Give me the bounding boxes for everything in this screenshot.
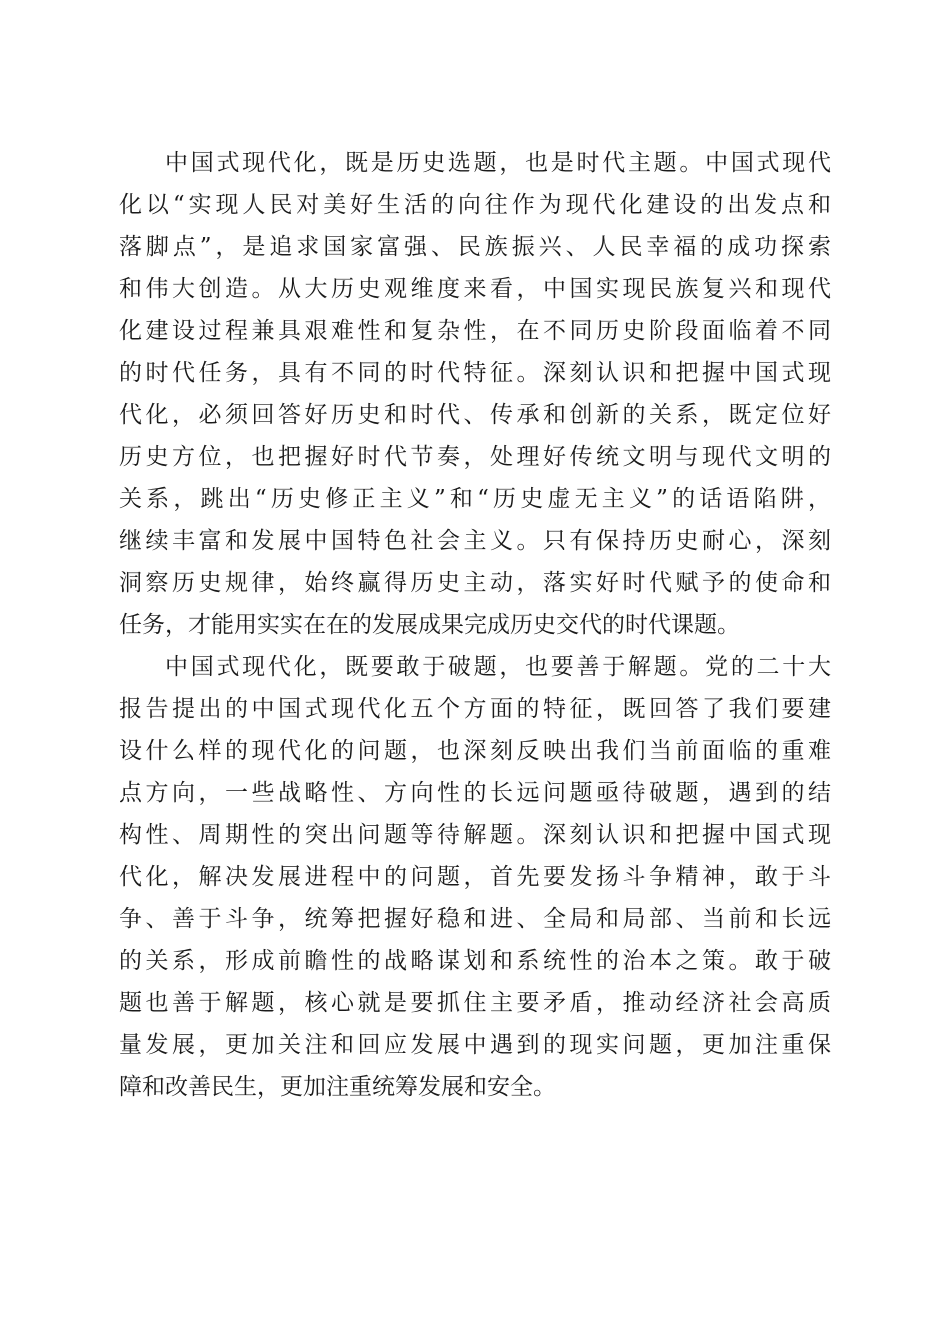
paragraph-1 <box>119 142 831 646</box>
paragraph-line: 障和改善民生，更加注重统筹发展和安全。 <box>119 1074 556 1100</box>
paragraph-line: 化以“实现人民对美好生活的向往作为现代化建设的出发点和 <box>119 192 831 218</box>
paragraph-line: 报告提出的中国式现代化五个方面的特征，既回答了我们要建 <box>119 696 831 722</box>
paragraph-2 <box>119 646 831 1108</box>
paragraph-line: 构性、周期性的突出问题等待解题。深刻认识和把握中国式现 <box>119 822 831 848</box>
paragraph-line: 点方向，一些战略性、方向性的长远问题亟待破题，遇到的结 <box>119 780 831 806</box>
paragraph-line: 争、善于斗争，统筹把握好稳和进、全局和局部、当前和长远 <box>119 906 831 932</box>
paragraph-line: 的关系，形成前瞻性的战略谋划和系统性的治本之策。敢于破 <box>119 948 831 974</box>
paragraph-line: 中国式现代化，既要敢于破题，也要善于解题。党的二十大 <box>165 654 831 680</box>
paragraph-line: 设什么样的现代化的问题，也深刻反映出我们当前面临的重难 <box>119 738 831 764</box>
paragraph-line: 中国式现代化，既是历史选题，也是时代主题。中国式现代 <box>165 150 831 176</box>
paragraph-line: 任务，才能用实实在在的发展成果完成历史交代的时代课题。 <box>119 612 740 638</box>
paragraph-line: 的时代任务，具有不同的时代特征。深刻认识和把握中国式现 <box>119 360 831 386</box>
paragraph-line: 和伟大创造。从大历史观维度来看，中国实现民族复兴和现代 <box>119 276 831 302</box>
paragraph-line: 洞察历史规律，始终赢得历史主动，落实好时代赋予的使命和 <box>119 570 831 596</box>
paragraph-line: 量发展，更加关注和回应发展中遇到的现实问题，更加注重保 <box>119 1032 831 1058</box>
paragraph-line: 代化，解决发展进程中的问题，首先要发扬斗争精神，敢于斗 <box>119 864 831 890</box>
paragraph-line: 关系，跳出“历史修正主义”和“历史虚无主义”的话语陷阱， <box>119 486 831 512</box>
paragraph-line: 题也善于解题，核心就是要抓住主要矛盾，推动经济社会高质 <box>119 990 831 1016</box>
paragraph-line: 继续丰富和发展中国特色社会主义。只有保持历史耐心，深刻 <box>119 528 831 554</box>
paragraph-line: 化建设过程兼具艰难性和复杂性，在不同历史阶段面临着不同 <box>119 318 831 344</box>
paragraph-line: 落脚点”，是追求国家富强、民族振兴、人民幸福的成功探索 <box>119 234 831 260</box>
paragraph-line: 代化，必须回答好历史和时代、传承和创新的关系，既定位好 <box>119 402 831 428</box>
document-body <box>119 142 831 1108</box>
paragraph-line: 历史方位，也把握好时代节奏，处理好传统文明与现代文明的 <box>119 444 831 470</box>
